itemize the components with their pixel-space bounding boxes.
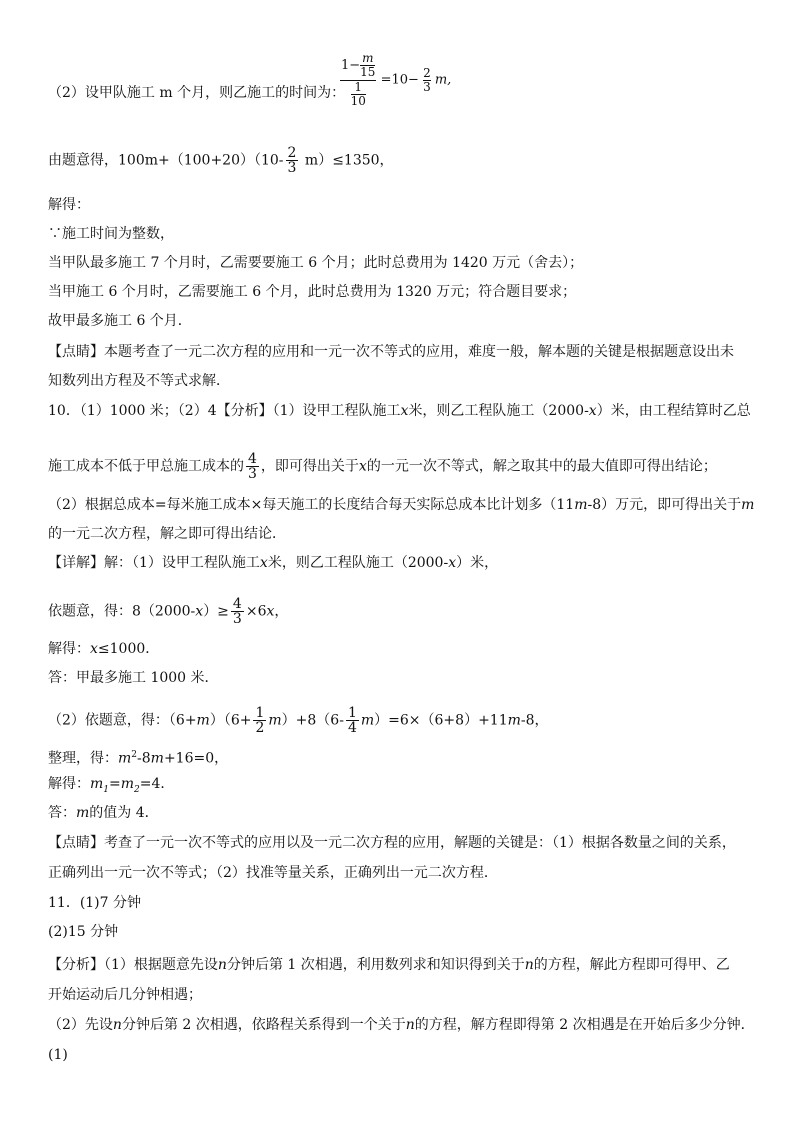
var-x: x [266,603,275,620]
num: 1 [255,705,265,721]
text-l5: 当甲队最多施工 7 个月时，乙需要要施工 6 个月；此时总费用为 1420 万元（舍去）； [48,255,584,271]
frac-m-over-15 [360,52,375,79]
line-16 [48,640,159,658]
var-x: x [90,641,98,657]
sub-1: 1 [103,784,110,795]
line-6 [48,283,576,301]
den: 2 [255,720,265,736]
text-l7: 故甲最多施工 6 个月． [48,313,192,329]
text-l27: 开始运动后几分钟相遇； [48,987,202,1003]
var-n: n [524,957,534,973]
var-x: x [448,555,457,571]
var-m: m [90,776,104,792]
var-x: x [259,555,268,571]
var-x: x [195,603,204,620]
frac-one: 1− [341,58,361,73]
frac-15: 15 [360,65,376,79]
t26a: 【分析】（1）根据题意先设 [48,957,218,973]
var-m: m [120,776,135,792]
t19c: +16=0， [163,750,229,767]
line-9 [48,372,230,390]
text-l4: ∵施工时间为整数， [48,226,174,242]
line-13 [48,525,286,543]
line-4 [48,225,174,243]
t18b: ）（6+ [209,712,252,729]
var-m: m [118,750,132,767]
line-11 [48,452,717,481]
var-m: m [360,712,375,729]
text-l24: 11．(1)7 分钟 [48,895,142,911]
t15b: ）≥ [203,603,229,620]
line-21 [48,804,159,822]
t28c: 的方程，解方程即得第 2 次相遇是在开始后多少分钟． [414,1017,755,1033]
text-l6: 当甲施工 6 个月时，乙需要施工 6 个月，此时总费用为 1320 万元；符合题目要求； [48,284,577,300]
line-28 [48,1016,755,1034]
t11b: ，即可得出关于 [260,458,359,475]
text-l2-pre: 由题意得，100m+（100+20）（10- [48,152,284,169]
t19a: 整理，得： [48,750,118,767]
t14c: ）米， [456,555,499,571]
num: 1 [347,705,357,721]
t20b: =4． [139,776,175,792]
line-7 [48,312,192,330]
text-l2-post: m）≤1350， [300,152,394,169]
frac-m: m [362,51,374,65]
t15c: ×6 [245,603,267,620]
line-1 [48,84,345,102]
t18c: ）+8（6- [281,712,344,729]
line-25 [48,923,118,941]
sup-2: 2 [131,750,138,760]
t11a: 施工成本不低于甲总施工成本的 [48,458,244,475]
t26c: 的方程，解此方程即可得甲、乙 [533,957,730,973]
t10b: 米，则乙工程队施工（2000- [408,403,589,419]
var-m: m [574,497,588,513]
sub-2: 2 [134,784,140,795]
text-l13: 的一元二次方程，解之即可得出结论． [48,526,286,542]
var-m: m [507,712,521,729]
num: 4 [248,451,257,467]
num: 2 [287,145,297,161]
den: 3 [232,611,242,627]
t10c: ）米，由工程结算时乙总 [596,403,751,419]
frac-1-over-10 [351,81,366,108]
t21a: 答： [48,805,76,821]
line-3 [48,196,90,214]
line-8 [48,343,734,361]
line-20 [48,775,174,799]
fraction-top [340,52,376,81]
text-l23: 正确列出一元一次不等式；（2）找准等量关系，正确列出一元二次方程． [48,865,498,881]
var-n: n [405,1017,415,1033]
line-10 [48,402,751,420]
num: 4 [232,596,242,612]
den: 3 [287,160,297,176]
var-n: n [112,1017,122,1033]
line-2 [48,146,394,175]
line-23 [48,864,498,882]
text-l22: 【点睛】考查了一元一次不等式的应用以及一元二次方程的应用，解题的关键是：（1）根据各数量之间的关系， [48,835,736,851]
line-12 [48,496,754,514]
den: 4 [347,720,357,736]
fraction-4-3b [231,597,244,626]
fraction-bottom [340,81,376,108]
text-l1: （2）设甲队施工 m 个月，则乙施工的时间为： [48,85,346,101]
t18e: -8， [520,712,549,729]
text-l3: 解得： [48,197,90,213]
var-m: m [196,712,210,729]
text-l17: 答：甲最多施工 1000 米． [48,670,219,686]
t15d: ， [274,603,289,620]
t15a: 依题意，得：8（2000- [48,603,196,620]
t28a: （2）先设 [48,1017,113,1033]
line-15 [48,597,288,626]
t26b: 分钟后第 1 次相遇，利用数列求和知识得到关于 [226,957,525,973]
frac-den: 10 [350,94,366,108]
rhs-pre: =10− [380,72,419,88]
frac-2: 2 [423,65,431,80]
var-m: m [76,805,90,821]
var-n: n [217,957,227,973]
t28b: 分钟后第 2 次相遇，依路程关系得到一个关于 [121,1017,406,1033]
var-x: x [588,403,597,419]
frac-inner-den: 1 [351,81,366,95]
line-14 [48,554,498,572]
t18d: ）=6×（6+8）+11 [374,712,508,729]
t16a: 解得： [48,641,90,657]
line-18 [48,706,549,735]
line-29 [48,1046,68,1064]
fraction-1-2 [253,706,266,735]
t12b: -8）万元，即可得出关于 [587,497,742,513]
t18a: （2）依题意，得：（6+ [48,712,197,729]
t14a: 【详解】解：（1）设甲工程队施工 [48,555,260,571]
frac-2-3 [423,67,431,94]
line-19 [48,746,228,768]
line-22 [48,834,736,852]
t12a: （2）根据总成本=每米施工成本×每天施工的长度结合每天实际总成本比计划多（11 [48,497,575,513]
t19b: -8 [137,750,151,767]
var-m: m [741,497,755,513]
fraction-2-3b [286,146,299,175]
frac-3: 3 [423,79,431,94]
line-17 [48,669,219,687]
t11c: 的一元一次不等式，解之取其中的最大值即可得出结论； [366,458,717,475]
t20a: 解得： [48,776,90,792]
line-24 [48,894,141,912]
var-m: m [268,712,282,729]
complex-fraction [340,52,451,108]
rhs-post: m, [434,72,452,88]
line-5 [48,254,583,272]
t16b: ≤1000． [97,641,160,657]
var-x: x [358,458,367,475]
text-l25: (2)15 分钟 [48,924,119,940]
fraction-outer [340,52,376,108]
text-l8: 【点睛】本题考查了一元二次方程的应用和一元一次不等式的应用，难度一般，解本题的关键是根据题意设出未 [48,344,734,360]
fraction-4-3 [246,452,259,481]
text-l9: 知数列出方程及不等式求解． [48,373,230,389]
eq: = [109,776,121,792]
line-27 [48,986,202,1004]
line-26 [48,956,730,974]
fraction-1-4 [346,706,359,735]
t21b: 的值为 4． [89,805,159,821]
var-x: x [400,403,409,419]
text-l29: (1) [48,1047,68,1063]
var-m: m [150,750,164,767]
t10a: 10．（1）1000 米；（2）4【分析】（1）设甲工程队施工 [48,403,401,419]
den: 3 [248,466,257,482]
t14b: 米，则乙工程队施工（2000- [267,555,449,571]
